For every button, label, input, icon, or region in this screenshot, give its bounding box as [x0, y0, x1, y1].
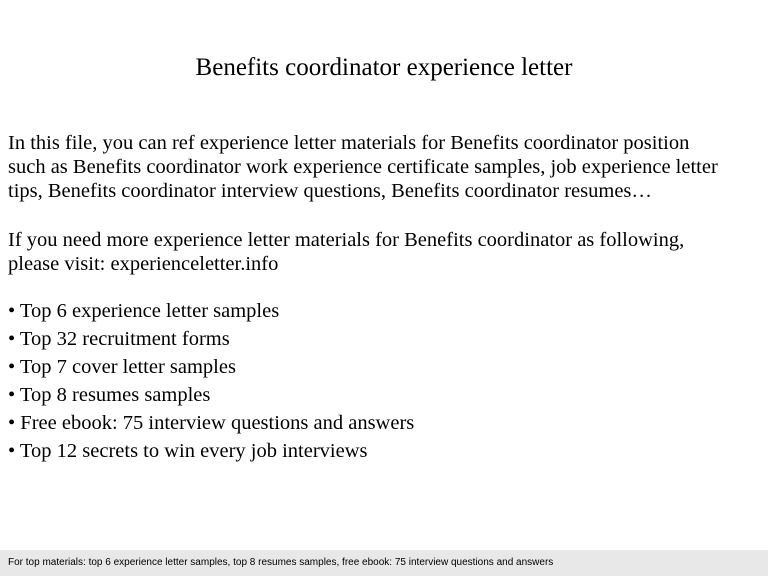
list-item: • Top 12 secrets to win every job interviews [8, 440, 368, 462]
list-item: • Top 32 recruitment forms [8, 328, 230, 350]
footer-text: For top materials: top 6 experience letter samples, top 8 resumes samples, free ebook: 75 interview questions and answers [8, 557, 554, 568]
list-item: • Free ebook: 75 interview questions and answers [8, 412, 415, 434]
list-item: • Top 7 cover letter samples [8, 356, 236, 378]
more-info-line: If you need more experience letter materials for Benefits coordinator as following, [8, 229, 685, 251]
intro-line: In this file, you can ref experience letter materials for Benefits coordinator position [8, 132, 690, 154]
materials-list [8, 297, 414, 465]
list-item: • Top 6 experience letter samples [8, 300, 280, 322]
footer-bar [0, 550, 768, 576]
more-info-paragraph [8, 228, 760, 276]
intro-line: such as Benefits coordinator work experience certificate samples, job experience letter [8, 156, 718, 178]
page-title: Benefits coordinator experience letter [195, 54, 573, 81]
more-info-line: please visit: experienceletter.info [8, 253, 279, 275]
intro-line: tips, Benefits coordinator interview questions, Benefits coordinator resumes… [8, 180, 652, 202]
list-item: • Top 8 resumes samples [8, 384, 211, 406]
intro-paragraph [8, 131, 760, 203]
